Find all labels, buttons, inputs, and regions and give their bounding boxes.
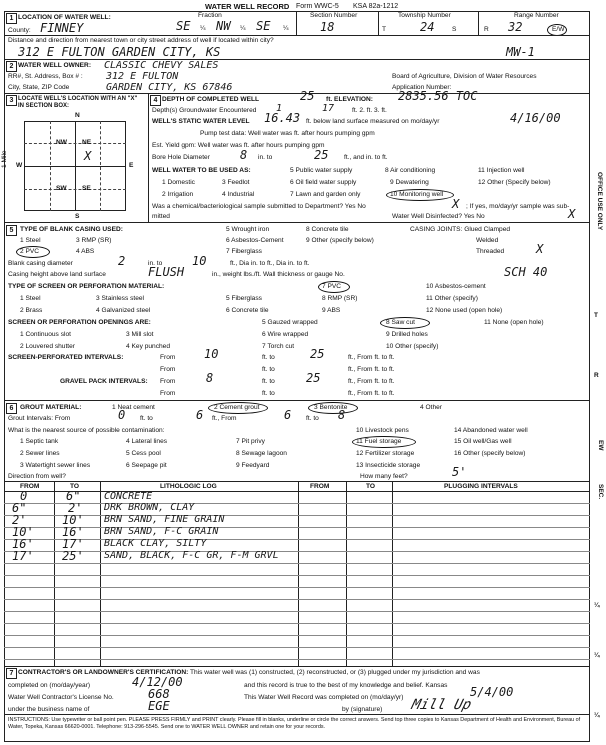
rule bbox=[4, 666, 590, 667]
static-rest: ft. below land surface measured on mo/day/yr bbox=[306, 118, 440, 125]
certification-line-1: This water well was (1) constructed, (2) reconstructed, or (3) plugged under my jurisdiction and was bbox=[190, 669, 480, 676]
opening-7: 7 Torch cut bbox=[262, 343, 295, 350]
opening-10: 10 Other (specify) bbox=[386, 343, 439, 350]
contam-1: 1 Septic tank bbox=[20, 438, 59, 445]
how-many-feet-value: 5' bbox=[452, 465, 467, 479]
sidebar-t: T bbox=[594, 312, 598, 319]
use-8: 8 Air conditioning bbox=[385, 167, 436, 174]
quad-nw: NW bbox=[56, 139, 67, 146]
rule bbox=[4, 93, 590, 94]
use-10: 10 Monitoring well bbox=[390, 191, 444, 198]
diameter-label: Blank casing diameter bbox=[8, 260, 73, 267]
township-t: T bbox=[382, 26, 387, 33]
log-header-from: FROM bbox=[20, 483, 40, 490]
license-label: Water Well Contractor's License No. bbox=[8, 694, 114, 701]
rule bbox=[4, 35, 590, 36]
use-1: 1 Domestic bbox=[162, 179, 195, 186]
log-row-2-from: 6" bbox=[12, 501, 27, 515]
use-12: 12 Other (Specify below) bbox=[478, 179, 551, 186]
business-label: under the business name of bbox=[8, 706, 90, 713]
casing-2-circle bbox=[16, 246, 50, 258]
grout-label: GROUT MATERIAL: bbox=[20, 404, 82, 411]
form-title: WATER WELL RECORD bbox=[205, 2, 290, 11]
divider bbox=[148, 93, 149, 222]
log-rule bbox=[4, 611, 590, 612]
groundwater-2: 17 bbox=[322, 103, 335, 114]
perforated-intervals-label: SCREEN-PERFORATED INTERVALS: bbox=[8, 354, 124, 361]
sidebar-ew: EW bbox=[597, 440, 604, 451]
gravel-intervals-label: GRAVEL PACK INTERVALS: bbox=[60, 378, 148, 385]
how-many-feet-label: How many feet? bbox=[360, 473, 408, 480]
threaded-x: X bbox=[536, 242, 544, 256]
certification-line-2b: and this record is true to the best of my knowledge and belief. Kansas bbox=[244, 682, 448, 689]
well-id: MW-1 bbox=[506, 45, 535, 59]
joints-threaded: Threaded bbox=[476, 248, 505, 255]
log-rule bbox=[4, 503, 590, 504]
contam-4: 4 Lateral lines bbox=[126, 438, 168, 445]
fraction-quarter-2: ¼ bbox=[240, 25, 246, 32]
range-value: 32 bbox=[508, 20, 523, 34]
log-row-2-to: 2' bbox=[68, 501, 83, 515]
city-label: City, State, ZIP Code bbox=[8, 84, 70, 91]
section-7-number: 7 bbox=[6, 668, 17, 679]
application-number-label: Application Number: bbox=[392, 84, 452, 91]
section-6-number: 6 bbox=[6, 403, 17, 414]
casing-4: 4 ABS bbox=[76, 248, 95, 255]
township-label: Township Number bbox=[398, 12, 451, 19]
fraction-label: Fraction bbox=[198, 12, 222, 19]
rule bbox=[4, 714, 590, 715]
log-header-to-2: TO bbox=[366, 483, 376, 490]
perf-to-value: 25 bbox=[310, 347, 325, 361]
perf-from-label: From bbox=[160, 354, 176, 361]
perf-from-value: 10 bbox=[204, 347, 219, 361]
fraction-value-1: SE bbox=[176, 19, 191, 33]
fraction-value-3: SE bbox=[256, 19, 271, 33]
casing-3: 3 RMP (SR) bbox=[76, 237, 112, 244]
log-row-4-desc: BRN SAND, F-C GRAIN bbox=[104, 526, 219, 537]
grid-dash bbox=[24, 143, 126, 144]
groundwater-rest: ft. 2. ft. 3. ft. bbox=[352, 107, 387, 114]
grout-to-label-2: ft. to bbox=[306, 415, 319, 422]
use-5: 5 Public water supply bbox=[290, 167, 353, 174]
quad-se: SE bbox=[82, 185, 91, 192]
opening-6: 6 Wire wrapped bbox=[262, 331, 309, 338]
screen-6: 6 Concrete tile bbox=[226, 307, 269, 314]
range-r: R bbox=[484, 26, 489, 33]
groundwater-1: 1 bbox=[276, 103, 283, 114]
contam-12: 12 Fertilizer storage bbox=[356, 450, 415, 457]
form-number: Form WWC-5 bbox=[296, 3, 339, 10]
perf-rest: ft., From ft. to ft. bbox=[348, 354, 395, 361]
log-row-4-to: 16' bbox=[62, 525, 84, 539]
contam-10: 10 Livestock pens bbox=[356, 427, 409, 434]
screen-8: 8 RMP (SR) bbox=[322, 295, 358, 302]
log-rule bbox=[4, 539, 590, 540]
screen-10: 10 Asbestos-cement bbox=[426, 283, 486, 290]
diameter-value: 2 bbox=[118, 254, 126, 268]
sidebar-quarter-1: ¼ bbox=[594, 602, 600, 609]
casing-8: 8 Concrete tile bbox=[306, 226, 349, 233]
height-value: FLUSH bbox=[148, 265, 185, 279]
mile-label: 1 Mile bbox=[1, 150, 8, 168]
log-rule bbox=[4, 623, 590, 624]
range-ew: E/W bbox=[552, 26, 565, 33]
contam-8: 8 Sewage lagoon bbox=[236, 450, 287, 457]
county-value: FINNEY bbox=[40, 21, 84, 35]
contamination-label: What is the nearest source of possible contamination: bbox=[8, 427, 165, 434]
gravel-to-label-2: ft. to bbox=[262, 390, 275, 397]
log-rule bbox=[4, 635, 590, 636]
gravel-from-value: 8 bbox=[206, 371, 214, 385]
grout-3-circle bbox=[308, 402, 358, 414]
log-rule bbox=[4, 527, 590, 528]
log-row-6-to: 25' bbox=[62, 549, 84, 563]
screen-11: 11 Other (specify) bbox=[426, 295, 478, 302]
casing-6: 6 Asbestos-Cement bbox=[226, 237, 284, 244]
elevation-value: 2835.56 TOC bbox=[398, 89, 478, 103]
contam-14: 14 Abandoned water well bbox=[454, 427, 528, 434]
screen-type-label: TYPE OF SCREEN OR PERFORATION MATERIAL: bbox=[8, 283, 165, 290]
section-number-value: 18 bbox=[320, 20, 335, 34]
use-11: 11 Injection well bbox=[478, 167, 525, 174]
grout-to-label: ft. to bbox=[140, 415, 153, 422]
grout-1: 1 Neat cement bbox=[112, 404, 155, 411]
section-2-number: 2 bbox=[6, 61, 17, 72]
dir-s: S bbox=[75, 213, 80, 220]
grid-horizontal bbox=[24, 166, 126, 167]
contam-9: 9 Feedyard bbox=[236, 462, 270, 469]
gauge-value: SCH 40 bbox=[504, 265, 548, 279]
contam-15: 15 Oil well/Gas well bbox=[454, 438, 512, 445]
screen-3: 3 Stainless steel bbox=[96, 295, 145, 302]
township-s: S bbox=[452, 26, 457, 33]
opening-4: 4 Key punched bbox=[126, 343, 170, 350]
record-completed-value: 5/4/00 bbox=[470, 685, 514, 699]
bore-to: 25 bbox=[314, 148, 329, 162]
casing-type-label: TYPE OF BLANK CASING USED: bbox=[20, 226, 123, 233]
grid-dash bbox=[50, 121, 51, 211]
bore-mid: in. to bbox=[258, 154, 273, 161]
gravel-to-value: 25 bbox=[306, 371, 321, 385]
sidebar-quarter-3: ¼ bbox=[594, 712, 600, 719]
certification-label: CONTRACTOR'S OR LANDOWNER'S CERTIFICATION: bbox=[18, 669, 189, 676]
static-label: WELL'S STATIC WATER LEVEL bbox=[152, 118, 250, 125]
log-row-1-to: 6" bbox=[66, 489, 81, 503]
grout-3: 3 Bentonite bbox=[314, 404, 348, 411]
opening-11: 11 None (open hole) bbox=[484, 319, 544, 326]
log-row-1-from: 0 bbox=[20, 489, 28, 503]
use-3: 3 Feedlot bbox=[222, 179, 250, 186]
gravel-rest: ft., From ft. to ft. bbox=[348, 378, 395, 385]
location-mark: X bbox=[84, 149, 92, 163]
use-label: WELL WATER TO BE USED AS: bbox=[152, 167, 251, 174]
contam-11-circle bbox=[352, 436, 416, 448]
log-row-3-to: 10' bbox=[62, 513, 84, 527]
perf-rest-2: ft., From ft. to ft. bbox=[348, 366, 395, 373]
depth-value: 25 bbox=[300, 89, 315, 103]
bore-value: 8 bbox=[240, 148, 248, 162]
opening-3: 3 Mill slot bbox=[126, 331, 154, 338]
contam-2: 2 Sewer lines bbox=[20, 450, 60, 457]
log-rule bbox=[4, 599, 590, 600]
log-col bbox=[392, 481, 393, 666]
log-rule bbox=[4, 647, 590, 648]
section-4-number: 4 bbox=[150, 95, 161, 106]
grout-from-2: 6 bbox=[284, 408, 292, 422]
bact-x: X bbox=[452, 197, 460, 211]
height-mid: in., weight lbs./ft. Wall thickness or gauge No. bbox=[212, 271, 345, 278]
rule bbox=[4, 491, 590, 492]
log-row-6-from: 17' bbox=[12, 549, 34, 563]
fraction-quarter-1: ¼ bbox=[200, 25, 206, 32]
use-4: 4 Industrial bbox=[222, 191, 255, 198]
perf-to-label: ft. to bbox=[262, 354, 275, 361]
mitted-label: mitted bbox=[152, 213, 170, 220]
joints-welded: Welded bbox=[476, 237, 499, 244]
rule bbox=[4, 59, 590, 60]
grid-dash bbox=[100, 121, 101, 211]
log-row-4-from: 10' bbox=[12, 525, 34, 539]
log-row-2-desc: DRK BROWN, CLAY bbox=[104, 502, 195, 513]
casing-9: 9 Other (specify below) bbox=[306, 237, 374, 244]
contam-11: 11 Fuel storage bbox=[356, 438, 402, 445]
signature-label: by (signature) bbox=[342, 706, 383, 713]
screen-1: 1 Steel bbox=[20, 295, 41, 302]
use-6: 6 Oil field water supply bbox=[290, 179, 357, 186]
log-row-3-from: 2' bbox=[12, 513, 27, 527]
screen-7-circle bbox=[318, 281, 350, 293]
log-col bbox=[100, 481, 101, 666]
log-rule bbox=[4, 659, 590, 660]
screen-12: 12 None used (open hole) bbox=[426, 307, 503, 314]
locate-label: LOCATE WELL'S LOCATION WITH AN "X" IN SECTION BOX: bbox=[18, 96, 138, 109]
sidebar-quarter-2: ¼ bbox=[594, 652, 600, 659]
log-rule bbox=[4, 575, 590, 576]
completed-value: 4/12/00 bbox=[132, 675, 183, 689]
perf-to-label-2: ft. to bbox=[262, 366, 275, 373]
distance-label: Distance and direction from nearest town or city street address of well if located within city? bbox=[8, 37, 274, 44]
casing-7: 7 Fiberglass bbox=[226, 248, 262, 255]
section-number-label: Section Number bbox=[310, 12, 358, 19]
disinfected-label: Water Well Disinfected? Yes No bbox=[392, 213, 485, 220]
groundwater-label: Depth(s) Groundwater Encountered bbox=[152, 107, 257, 114]
casing-2: 2 PVC bbox=[20, 248, 40, 255]
elevation-label: ft. ELEVATION: bbox=[326, 96, 374, 103]
use-9: 9 Dewatering bbox=[390, 179, 429, 186]
quad-sw: SW bbox=[56, 185, 67, 192]
use-2: 2 Irrigation bbox=[162, 191, 194, 198]
gravel-to-label: ft. to bbox=[262, 378, 275, 385]
openings-label: SCREEN OR PERFORATION OPENINGS ARE: bbox=[8, 319, 151, 326]
opening-2: 2 Louvered shutter bbox=[20, 343, 75, 350]
section-3-number: 3 bbox=[6, 95, 17, 106]
ksa-reference: KSA 82a-1212 bbox=[353, 3, 399, 10]
log-row-6-desc: SAND, BLACK, F-C GR, F-M GRVL bbox=[104, 550, 279, 561]
rule bbox=[4, 222, 590, 223]
divider bbox=[296, 11, 297, 35]
dir-w: W bbox=[16, 162, 23, 169]
diameter-mid: in. to bbox=[148, 260, 163, 267]
screen-7: 7 PVC bbox=[322, 283, 342, 290]
log-row-3-desc: BRN SAND, FINE GRAIN bbox=[104, 514, 225, 525]
dir-n: N bbox=[75, 112, 80, 119]
direction-label: Direction from well? bbox=[8, 473, 66, 480]
log-row-5-from: 16' bbox=[12, 537, 34, 551]
license-value: 668 bbox=[148, 687, 170, 701]
township-value: 24 bbox=[420, 20, 435, 34]
address-value: 312 E FULTON bbox=[106, 71, 179, 82]
opening-8-circle bbox=[380, 317, 430, 329]
divider bbox=[378, 11, 379, 35]
log-col bbox=[54, 481, 55, 666]
grout-intervals-label: Grout Intervals: From bbox=[8, 415, 71, 422]
screen-9: 9 ABS bbox=[322, 307, 341, 314]
log-header-plugging: PLUGGING INTERVALS bbox=[444, 483, 518, 490]
pump-test-line: Pump test data: Well water was ft. after hours pumping gpm bbox=[200, 130, 375, 137]
log-col bbox=[298, 481, 299, 666]
owner-value: CLASSIC CHEVY SALES bbox=[104, 60, 219, 71]
sidebar-sec: SEC. bbox=[597, 484, 604, 500]
contam-3: 3 Watertight sewer lines bbox=[20, 462, 91, 469]
grout-2-circle bbox=[208, 402, 268, 414]
log-header-to: TO bbox=[70, 483, 80, 490]
disinfected-x: X bbox=[568, 207, 576, 221]
contam-5: 5 Cess pool bbox=[126, 450, 161, 457]
log-header-from-2: FROM bbox=[310, 483, 330, 490]
opening-9: 9 Drilled holes bbox=[386, 331, 428, 338]
screen-4: 4 Galvanized steel bbox=[96, 307, 151, 314]
instructions: INSTRUCTIONS: Use typewriter or ball point pen. PLEASE PRESS FIRMLY and PRINT clearly. Please fill in blanks, underline or circle the correct answers. Send top three copies to Kansas Department of Health and Environment, Bureau of Water, Topeka, Kansas 66620-0001. Telephone: 913-296-5545. Send one to WATER WELL OWNER and retain one for your records. bbox=[8, 717, 581, 730]
address-label: RR#, St. Address, Box # : bbox=[8, 73, 83, 80]
county-label: County: bbox=[8, 27, 31, 34]
opening-8: 8 Saw cut bbox=[386, 319, 415, 326]
quad-ne: NE bbox=[82, 139, 92, 146]
gravel-from-label: From bbox=[160, 378, 176, 385]
log-row-5-to: 17' bbox=[62, 537, 84, 551]
signature: Mill Up bbox=[409, 697, 474, 713]
contam-13: 13 Insecticide storage bbox=[356, 462, 421, 469]
gravel-rest-2: ft., From ft. to ft. bbox=[348, 390, 395, 397]
bore-rest: ft., and in. to ft. bbox=[344, 154, 388, 161]
log-header-lithologic: LITHOLOGIC LOG bbox=[160, 483, 217, 490]
section-1-number: 1 bbox=[6, 13, 17, 24]
fraction-quarter-3: ¼ bbox=[283, 25, 289, 32]
divider bbox=[478, 11, 479, 35]
joints-label: CASING JOINTS: Glued Clamped bbox=[410, 226, 511, 233]
board-label: Board of Agriculture, Division of Water Resources bbox=[392, 73, 537, 80]
opening-1: 1 Continuous slot bbox=[20, 331, 71, 338]
record-completed-label: This Water Well Record was completed on (mo/day/yr) bbox=[244, 694, 404, 701]
bore-label: Bore Hole Diameter bbox=[152, 154, 210, 161]
static-value: 16.43 bbox=[264, 111, 301, 125]
use-10-circle bbox=[386, 189, 454, 201]
grout-to-2: 8 bbox=[338, 408, 346, 422]
section-5-number: 5 bbox=[6, 225, 17, 236]
log-rule bbox=[4, 563, 590, 564]
casing-1: 1 Steel bbox=[20, 237, 41, 244]
log-col bbox=[346, 481, 347, 666]
gravel-from-label-2: From bbox=[160, 390, 176, 397]
owner-label: WATER WELL OWNER: bbox=[18, 62, 92, 69]
yield-line: Est. Yield gpm: Well water was ft. after hours pumping gpm bbox=[152, 142, 325, 149]
screen-2: 2 Brass bbox=[20, 307, 43, 314]
range-label: Range Number bbox=[514, 12, 559, 19]
log-row-5-desc: BLACK CLAY, SILTY bbox=[104, 538, 207, 549]
rule bbox=[4, 400, 590, 401]
use-7: 7 Lawn and garden only bbox=[290, 191, 361, 198]
grout-to-1: 6 bbox=[196, 408, 204, 422]
contam-16: 16 Other (specify below) bbox=[454, 450, 526, 457]
log-rule bbox=[4, 515, 590, 516]
bact-line: Was a chemical/bacteriological sample submitted to Department? Yes No bbox=[152, 203, 366, 210]
grout-4: 4 Other bbox=[420, 404, 442, 411]
grout-2: 2 Cement grout bbox=[214, 404, 260, 411]
perf-from-label-2: From bbox=[160, 366, 176, 373]
city-value: GARDEN CITY, KS 67846 bbox=[106, 82, 233, 93]
diameter-rest: ft., Dia in. to ft., Dia in. to ft. bbox=[230, 260, 310, 267]
bact-rest: ; If yes, mo/day/yr sample was sub- bbox=[466, 203, 570, 210]
grout-from-label-2: ft., From bbox=[212, 415, 237, 422]
opening-5: 5 Gauzed wrapped bbox=[262, 319, 318, 326]
casing-5: 5 Wrought iron bbox=[226, 226, 270, 233]
office-use-only: OFFICE USE ONLY bbox=[596, 172, 603, 231]
fraction-value-2: NW bbox=[216, 19, 231, 33]
section-1-label: LOCATION OF WATER WELL: bbox=[18, 14, 111, 21]
depth-label: DEPTH OF COMPLETED WELL bbox=[162, 96, 260, 103]
contam-6: 6 Seepage pit bbox=[126, 462, 167, 469]
sidebar-r: R bbox=[594, 372, 599, 379]
distance-value: 312 E FULTON GARDEN CITY, KS bbox=[18, 45, 221, 59]
rule bbox=[4, 481, 590, 482]
log-row-1-desc: CONCRETE bbox=[104, 491, 153, 502]
grout-from-1: 0 bbox=[118, 408, 126, 422]
dir-e: E bbox=[129, 162, 134, 169]
log-rule bbox=[4, 551, 590, 552]
diameter-to: 10 bbox=[192, 254, 207, 268]
grid-dash bbox=[24, 189, 126, 190]
log-rule bbox=[4, 587, 590, 588]
completed-label: completed on (mo/day/year) bbox=[8, 682, 91, 689]
screen-5: 5 Fiberglass bbox=[226, 295, 262, 302]
static-date: 4/16/00 bbox=[510, 111, 561, 125]
business-value: EGE bbox=[148, 699, 170, 713]
contam-7: 7 Pit privy bbox=[236, 438, 265, 445]
height-label: Casing height above land surface bbox=[8, 271, 106, 278]
